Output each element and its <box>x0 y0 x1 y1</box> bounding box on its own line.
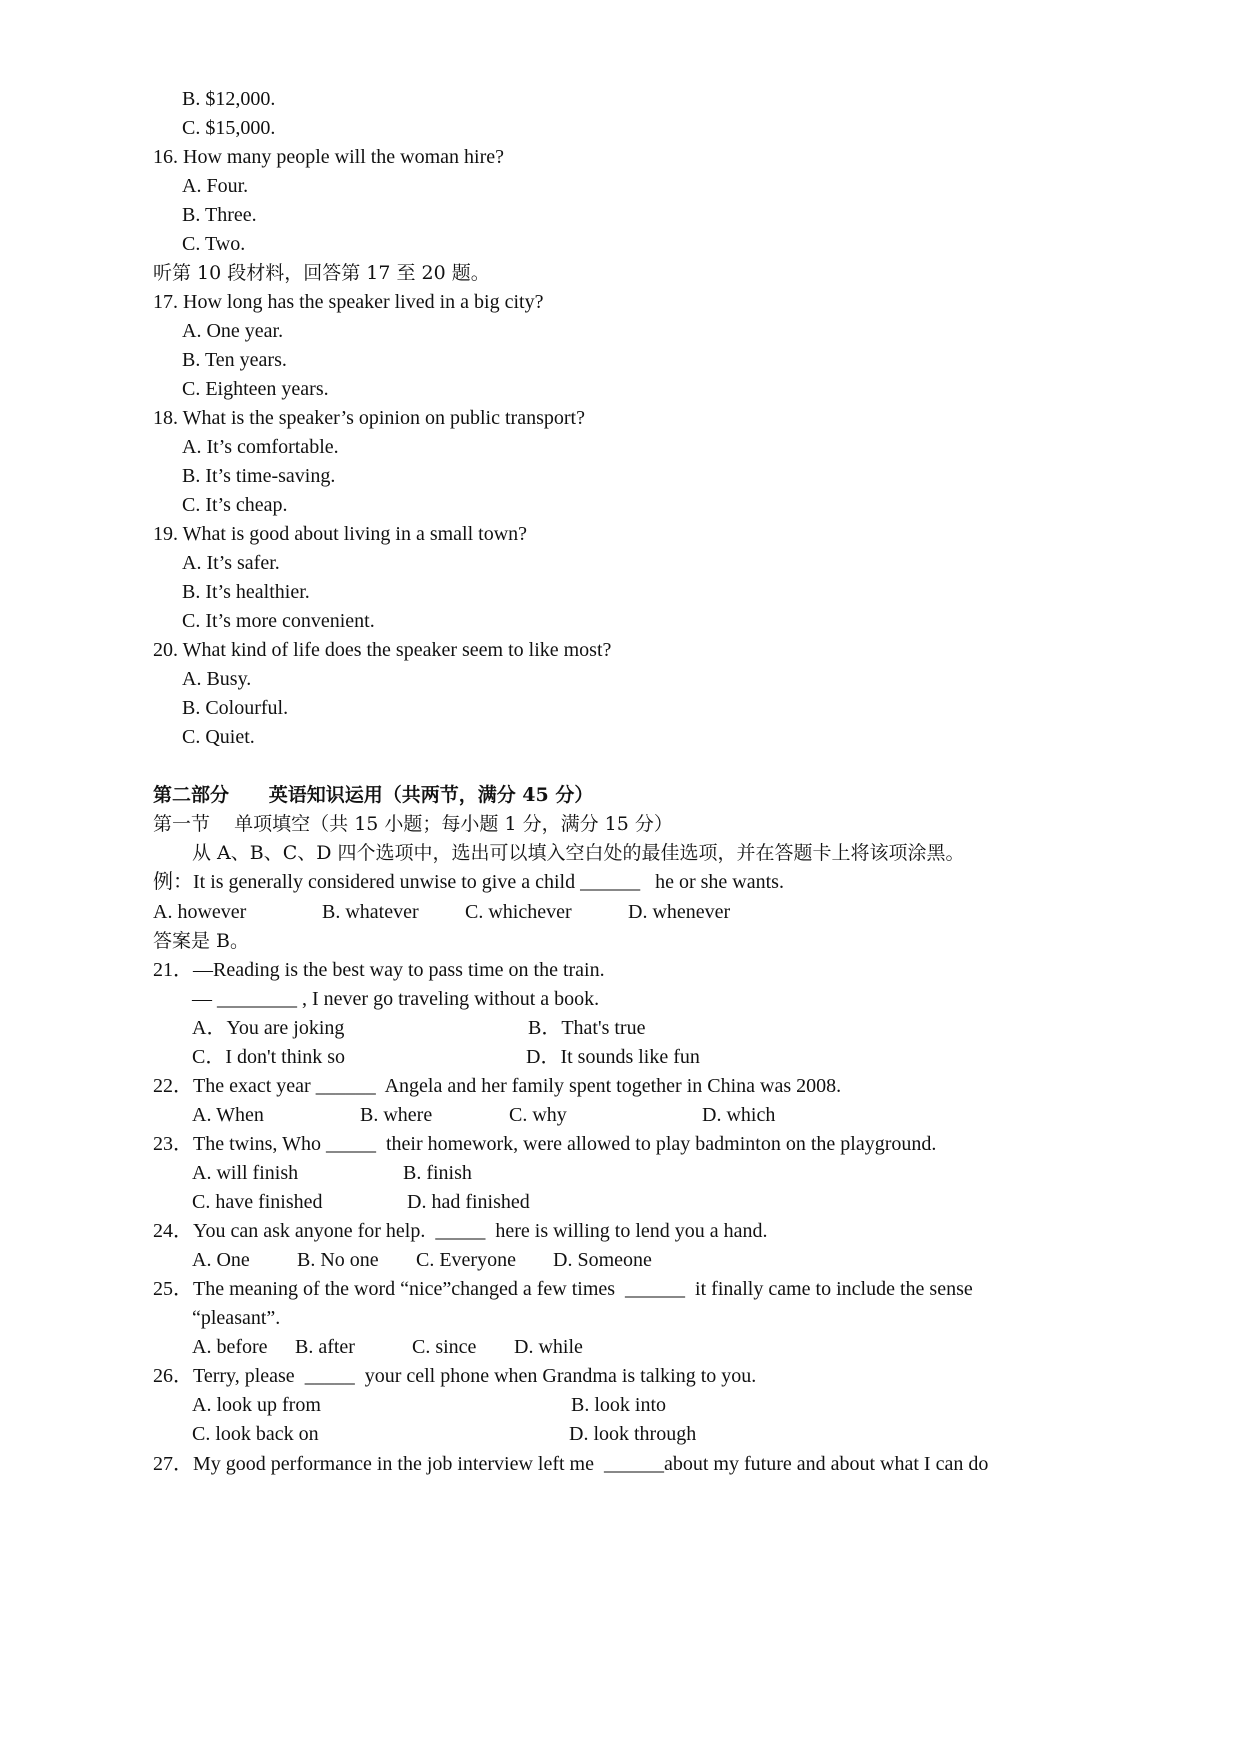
q25-option-c: C. since <box>412 1336 477 1358</box>
q15-option-b: B. $12,000. <box>182 88 276 110</box>
q21-option-b: B．That's true <box>528 1017 646 1039</box>
q25-stem: 25．The meaning of the word “nice”changed a few times ______ it finally came to include the sense <box>153 1278 973 1300</box>
q25-stem-continued: “pleasant”. <box>192 1307 281 1329</box>
q24-option-d: D. Someone <box>553 1249 652 1271</box>
q25-option-b: B. after <box>295 1336 355 1358</box>
section1-heading: 第一节 单项填空（共 15 小题；每小题 1 分，满分 15 分） <box>153 813 673 835</box>
example-answer: 答案是 B。 <box>153 930 250 952</box>
q24-stem: 24．You can ask anyone for help. _____ here is willing to lend you a hand. <box>153 1220 768 1242</box>
q18-stem: 18. What is the speaker’s opinion on public transport? <box>153 407 585 429</box>
q16-option-b: B. Three. <box>182 204 257 226</box>
q21-line2: — ________ , I never go traveling without a book. <box>192 988 600 1010</box>
q23-option-a: A. will finish <box>192 1162 299 1184</box>
q17-option-c: C. Eighteen years. <box>182 378 329 400</box>
q24-option-c: C. Everyone <box>416 1249 516 1271</box>
q23-option-d: D. had finished <box>407 1191 530 1213</box>
q23-option-c: C. have finished <box>192 1191 323 1213</box>
example-stem: 例：It is generally considered unwise to give a child ______ he or she wants. <box>153 871 784 893</box>
q19-option-b: B. It’s healthier. <box>182 581 310 603</box>
q23-stem: 23．The twins, Who _____ their homework, were allowed to play badminton on the playground. <box>153 1133 937 1155</box>
q22-option-d: D. which <box>702 1104 776 1126</box>
q20-option-a: A. Busy. <box>182 668 252 690</box>
section1-directions: 从 A、B、C、D 四个选项中，选出可以填入空白处的最佳选项，并在答题卡上将该项涂黑。 <box>192 842 965 864</box>
q26-option-c: C. look back on <box>192 1423 319 1445</box>
q15-option-c: C. $15,000. <box>182 117 276 139</box>
q17-option-b: B. Ten years. <box>182 349 287 371</box>
q18-option-a: A. It’s comfortable. <box>182 436 339 458</box>
q19-stem: 19. What is good about living in a small town? <box>153 523 528 545</box>
q20-stem: 20. What kind of life does the speaker seem to like most? <box>153 639 612 661</box>
q17-option-a: A. One year. <box>182 320 284 342</box>
q19-option-a: A. It’s safer. <box>182 552 280 574</box>
q20-option-c: C. Quiet. <box>182 726 255 748</box>
q25-option-d: D. while <box>514 1336 583 1358</box>
listening-instruction-10: 听第 10 段材料，回答第 17 至 20 题。 <box>153 262 490 284</box>
q27-stem: 27．My good performance in the job interview left me ______about my future and about what I can do <box>153 1453 989 1475</box>
example-option-d: D. whenever <box>628 901 731 923</box>
q22-option-b: B. where <box>360 1104 433 1126</box>
q16-option-c: C. Two. <box>182 233 246 255</box>
q20-option-b: B. Colourful. <box>182 697 289 719</box>
q25-option-a: A. before <box>192 1336 268 1358</box>
q26-stem: 26．Terry, please _____ your cell phone when Grandma is talking to you. <box>153 1365 757 1387</box>
q18-option-c: C. It’s cheap. <box>182 494 288 516</box>
q26-option-b: B. look into <box>571 1394 667 1416</box>
part2-heading: 第二部分 英语知识运用（共两节，满分 45 分） <box>153 784 594 806</box>
q24-option-b: B. No one <box>297 1249 379 1271</box>
q17-stem: 17. How long has the speaker lived in a big city? <box>153 291 544 313</box>
q21-option-a: A．You are joking <box>192 1017 345 1039</box>
q22-option-c: C. why <box>509 1104 567 1126</box>
q21-option-d: D．It sounds like fun <box>526 1046 700 1068</box>
example-option-c: C. whichever <box>465 901 572 923</box>
q24-option-a: A. One <box>192 1249 250 1271</box>
q18-option-b: B. It’s time-saving. <box>182 465 336 487</box>
example-option-b: B. whatever <box>322 901 419 923</box>
q22-stem: 22．The exact year ______ Angela and her family spent together in China was 2008. <box>153 1075 842 1097</box>
q23-option-b: B. finish <box>403 1162 472 1184</box>
q26-option-a: A. look up from <box>192 1394 321 1416</box>
example-option-a: A. however <box>153 901 247 923</box>
q21-option-c: C．I don't think so <box>192 1046 346 1068</box>
q16-option-a: A. Four. <box>182 175 249 197</box>
q19-option-c: C. It’s more convenient. <box>182 610 375 632</box>
q22-option-a: A. When <box>192 1104 264 1126</box>
q26-option-d: D. look through <box>569 1423 697 1445</box>
q16-stem: 16. How many people will the woman hire? <box>153 146 505 168</box>
q21-line1: 21．—Reading is the best way to pass time on the train. <box>153 959 605 981</box>
